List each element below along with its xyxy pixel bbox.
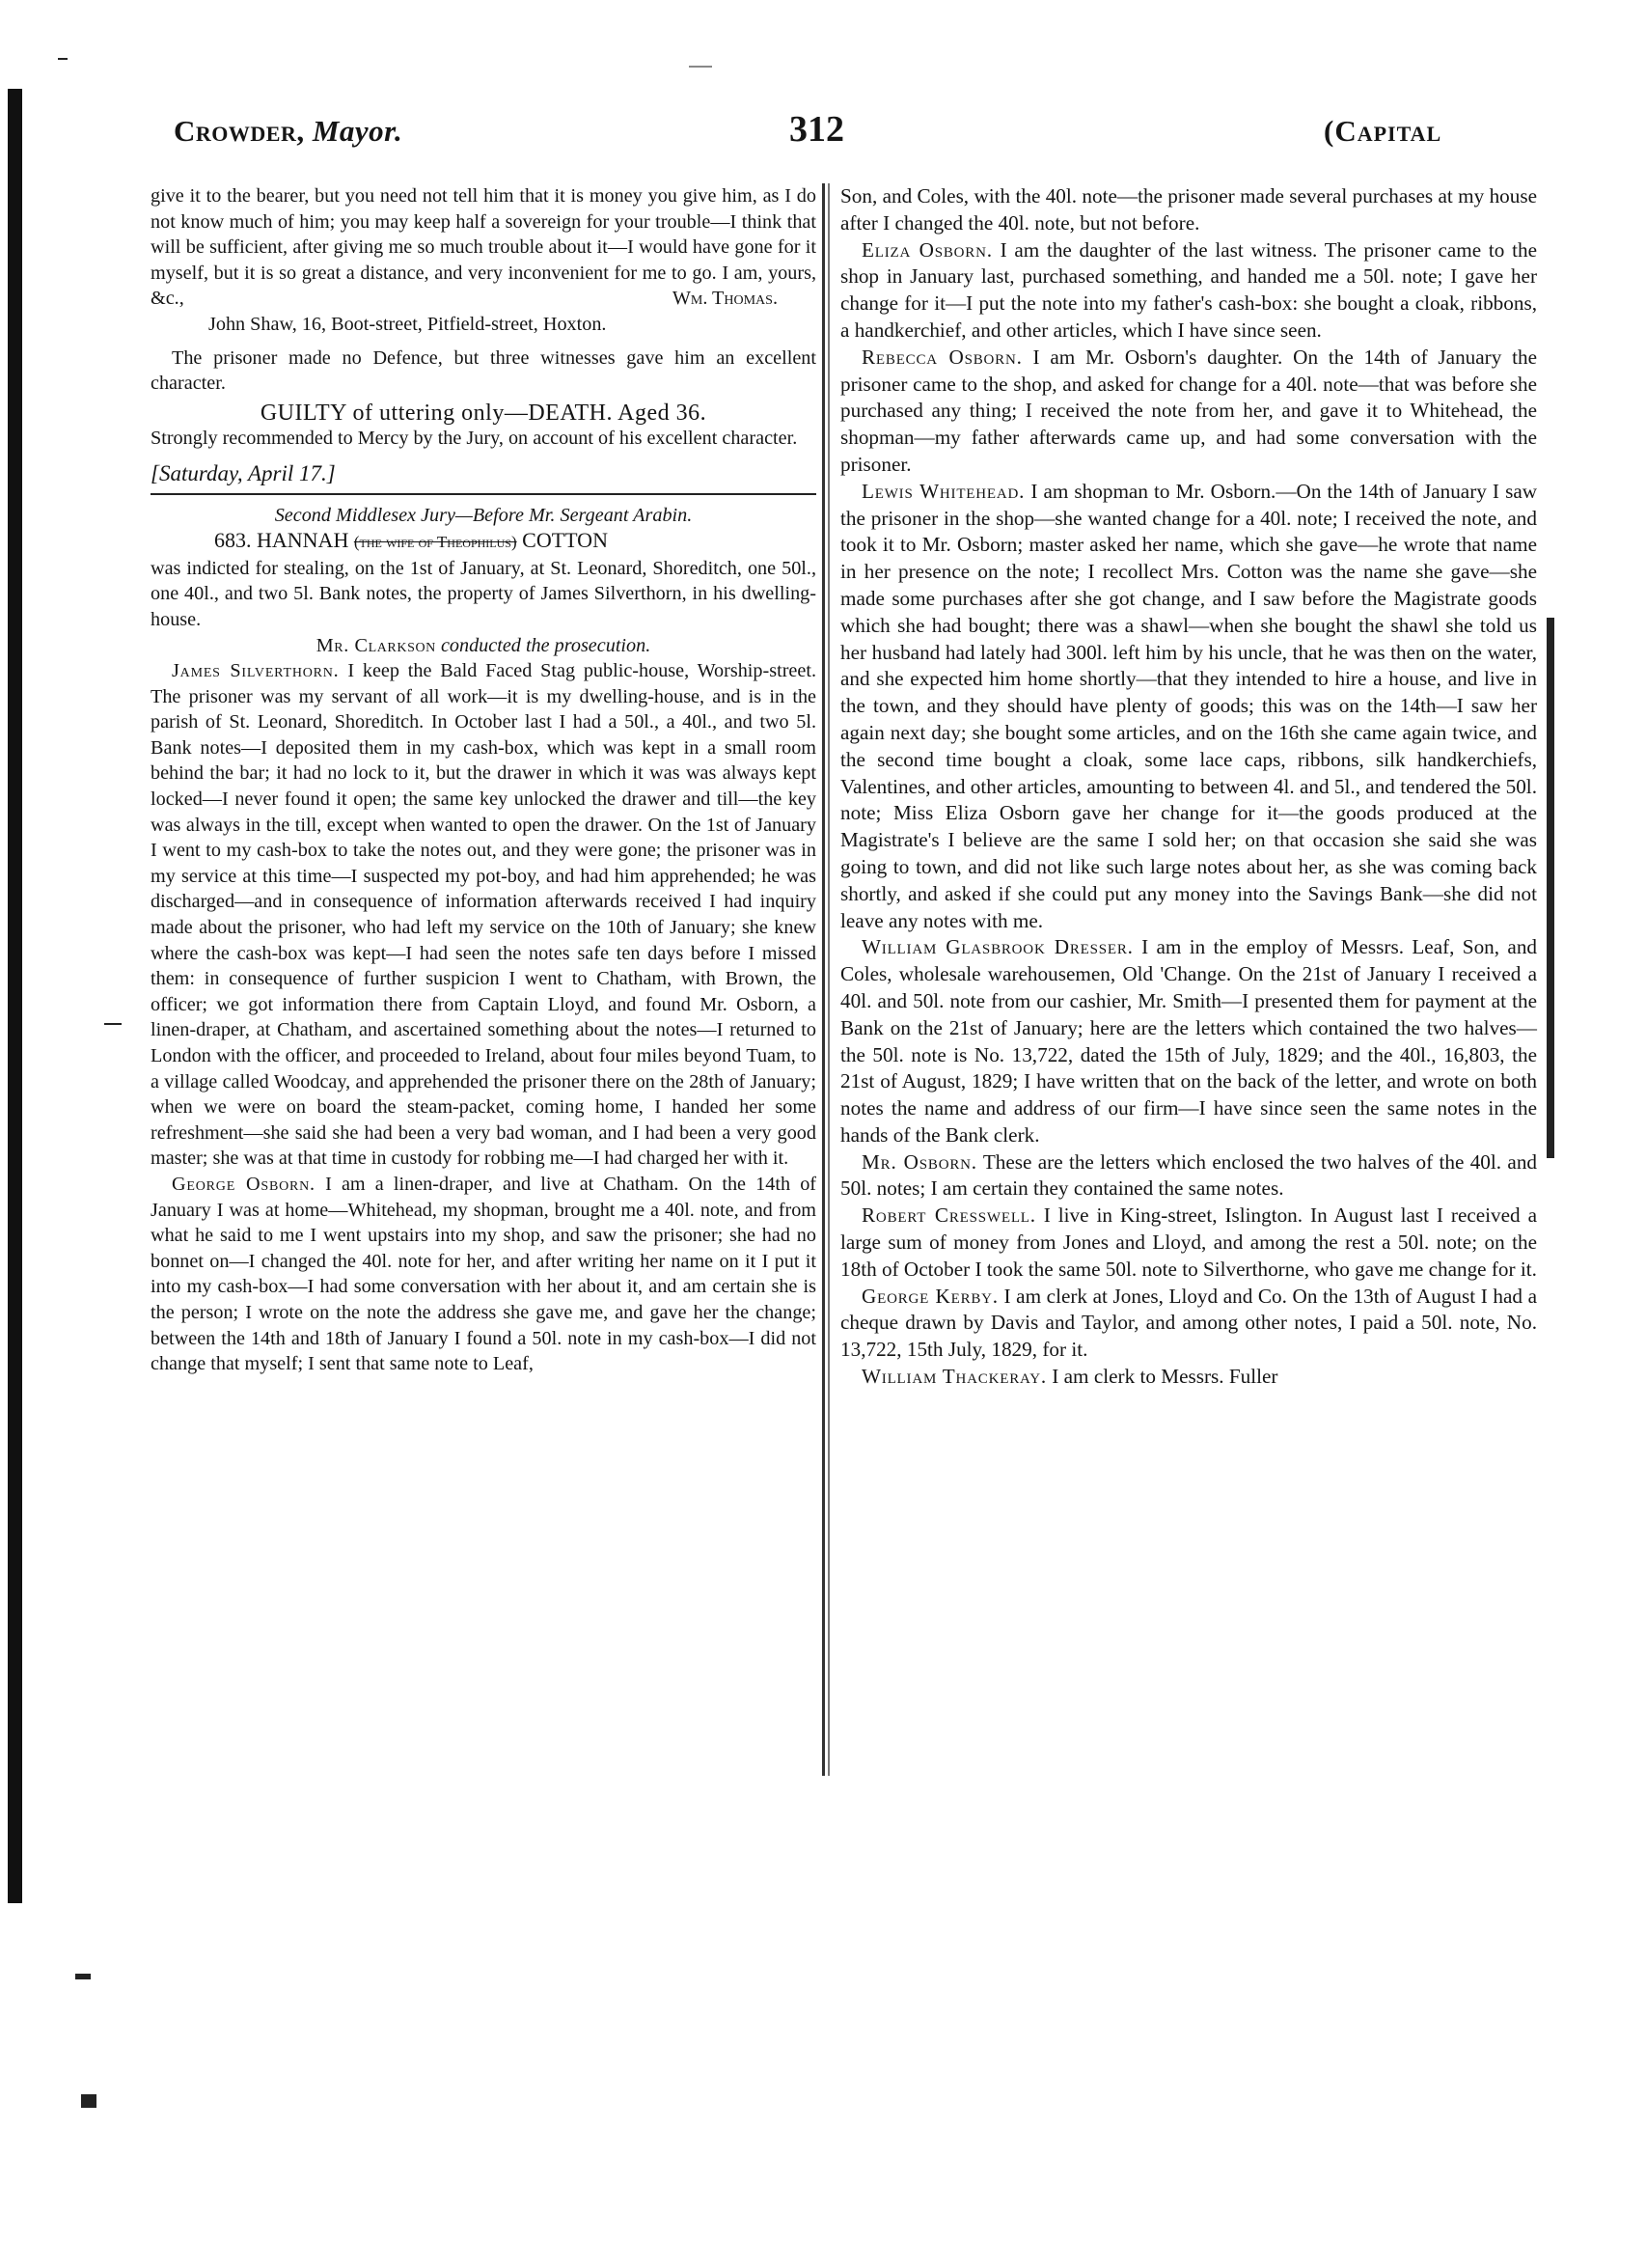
page-number: 312 (789, 109, 844, 150)
testimony-silverthorn: James Silverthorn. I keep the Bald Faced Stag public-house, Worship-street. The prisoner was my servant of all work—it is my dwelling-house, and is in the parish of St. Leonard, Shoreditch. In October last I had a 50l., a 40l., and two 5l. Bank notes—I deposited them in my cash-box, which was kept in a small room behind the bar; it had no lock to it, but the drawer in which it was was always kept locked—I never found it open; the same key unlocked the drawer and till—the key was always in the till, except when wanted to open the drawer. On the 1st of January I went to my cash-box to take the notes out, and they were gone; the prisoner was in my service at this time—I suspected my pot-boy, and had him apprehended; he was discharged—and in consequence of information afterwards received I had inquiry made about the prisoner, who had left my service on the 10th of January; she knew where the cash-box was kept—I had seen the notes safe ten days before I missed them: in consequence of further suspicion I went to Chatham, with Brown, the officer; we got information there from Captain Lloyd, and found Mr. Osborn, a linen-draper, at Chatham, and ascertained something about the notes—I returned to London with the officer, and proceeded to Ireland, about four miles beyond Tuam, to a village called Woodcay, and apprehended the prisoner there on the 28th of January; when we were on board the steam-packet, coming home, I handed her some refreshment—she said she had been a very bad woman, and I had been a very good master; she was at that time in custody for robbing me—I had charged her with it. (151, 660, 816, 1170)
counsel-line: Mr. Clarkson conducted the prosecution. (315, 634, 651, 656)
testimony-william-dresser: William Glasbrook Dresser. I am in the employ of Messrs. Leaf, Son, and Coles, wholesale warehousemen, Old 'Change. On the 21st of January I received a 40l. and 50l. note from our cashier, Mr. Smith—I presented them for payment at the Bank on the 21st of January; here are the letters which contained the two halves—the 50l. note is No. 13,722, dated the 15th of July, 1829; and the 40l., 16,803, the 21st of August, 1829; I have written that on the back of the letter, and wrote on both notes the name and address of our firm—I have since seen the same notes in the hands of the Bank clerk. (840, 935, 1538, 1147)
jury-heading: Second Middlesex Jury—Before Mr. Sergeant Arabin. (274, 504, 693, 526)
running-head-left: Crowder, Mayor. (174, 114, 403, 148)
defence-text: The prisoner made no Defence, but three witnesses gave him an excellent character. (151, 346, 816, 395)
struck-text: (the wife of Theophilus) (353, 533, 517, 552)
running-head-right: (Capital (1324, 114, 1442, 148)
letter-signature: Wm. Thomas. (672, 288, 778, 310)
witness-name: William Thackeray. (862, 1365, 1047, 1389)
testimony-william-thackeray: William Thackeray. I am clerk to Messrs. Fuller (862, 1365, 1278, 1389)
indictment-text: was indicted for stealing, on the 1st of January, at St. Leonard, Shoreditch, one 50l., one 40l., and two 5l. Bank notes, the property of James Silverthorn, in his dwelling-house. (151, 557, 816, 630)
session-date: [Saturday, April 17.] (151, 460, 336, 485)
testimony-eliza-osborn: Eliza Osborn. I am the daughter of the last witness. The prisoner came to the shop in January last, purchased something, and handed me a 50l. note; I gave her change for it—I put the note into my father's cash-box: she bought a cloak, ribbons, a handkerchief, and other articles, which I have since seen. (840, 237, 1537, 342)
testimony-lewis-whitehead: Lewis Whitehead. I am shopman to Mr. Osborn.—On the 14th of January I saw the prisoner in the shop—she wanted change for a 40l. note; I received the note, and took it to Mr. Osborn; master asked her name, which she gave—he wrote that name in her presence on the note; I recollect Mrs. Cotton was the name she gave—she made some purchases after she got change, and I saw before the Magistrate goods which she had bought; there was a shawl—when she bought the shawl she told us her husband had lately had 300l. left him by his uncle, that he was then on the water, and she expected him home shortly—that they intended to hire a house, and live in the town, and they should have plenty of goods; this was on the 14th—I saw her again next day; she bought some articles, and on the 16th she came again twice, and the second time bought a cloak, some lace caps, ribbons, silk handkerchiefs, Valentines, and other articles, amounting to between 4l. and 5l., and tendered the 50l. note; Miss Eliza Osborn gave her change for it—the goods produced at the Magistrate's I believe are the same I sold her; on that occasion she said she was going to town, and did not like such large notes about her, as she was coming back shortly, and asked if she could put any money into the Savings Bank—she did not leave any notes with me. (840, 479, 1538, 932)
witness-name: William Glasbrook Dresser. (862, 935, 1134, 959)
scan-mark (689, 66, 712, 68)
scan-mark (81, 2094, 96, 2108)
witness-name: Rebecca Osborn. (862, 345, 1023, 369)
scan-edge-shadow (8, 89, 22, 1903)
witness-name: Eliza Osborn. (862, 237, 993, 262)
running-head-title: Mayor. (312, 114, 403, 148)
column-divider (822, 183, 825, 1776)
witness-name: Lewis Whitehead. (862, 479, 1026, 503)
column-divider-shadow (828, 183, 830, 1776)
right-column (840, 183, 1537, 1391)
jury-recommendation: Strongly recommended to Mercy by the Jury, on account of his excellent character. (151, 428, 798, 450)
witness-name: George Kerby. (862, 1284, 999, 1308)
witness-name: Mr. Osborn. (862, 1149, 977, 1174)
witness-name: George Osborn. (172, 1173, 315, 1195)
case-heading: 683. HANNAH (the wife of Theophilus) COTTON (214, 528, 608, 553)
left-column (151, 183, 816, 1377)
scan-right-shadow (1547, 618, 1554, 1158)
testimony-george-osborn: George Osborn. I am a linen-draper, and live at Chatham. On the 14th of January I was at home—Whitehead, my shopman, brought me a 40l. note, and from what he said to me I went upstairs into my shop, and saw the prisoner; she had no bonnet on—I changed the 40l. note for her, and after writing her name on it I put it into my cash-box—I had some conversation with her about it, and am certain she is the person; I wrote on the note the address she gave me, and gave her the change; between the 14th and 18th of January I found a 50l. note in my cash-box—I did not change that myself; I sent that same note to Leaf, (151, 1173, 817, 1375)
witness-name: Robert Cresswell. (862, 1203, 1036, 1228)
letter-address: John Shaw, 16, Boot-street, Pitfield-street, Hoxton. (208, 313, 607, 335)
letter-text: give it to the bearer, but you need not tell him that it is money you give him, as I do not know much of him; you may keep half a sovereign for your trouble—I think that will be sufficient, after giving me so much trouble about it—I would have gone for it myself, but it is so great a distance, and very inconvenient for me to go. I am, yours, &c., Wm. Thomas. (151, 183, 816, 312)
testimony-rebecca-osborn: Rebecca Osborn. I am Mr. Osborn's daughter. On the 14th of January the prisoner came to the shop, and asked for change for a 40l. note—that was before she purchased any thing; I received the note from her, and gave it to Whitehead, the shopman—my father afterwards came up, and had some conversation with the prisoner. (840, 345, 1538, 476)
testimony-mr-osborn: Mr. Osborn. These are the letters which enclosed the two halves of the 40l. and 50l. notes; I am certain they contained the same notes. (840, 1149, 1538, 1201)
scan-mark (58, 58, 68, 60)
witness-name: James Silverthorn. (172, 660, 340, 682)
verdict: GUILTY of uttering only—DEATH. Aged 36. (260, 400, 707, 426)
section-rule (151, 493, 816, 495)
testimony-robert-cresswell: Robert Cresswell. I live in King-street, Islington. In August last I received a large sum of money from Jones and Lloyd, and among the rest a 50l. note; on the 18th of October I took the same 50l. note to Silverthorne, who gave me change for it. (840, 1203, 1537, 1281)
testimony-george-kerby: George Kerby. I am clerk at Jones, Lloyd and Co. On the 13th of August I had a cheque drawn by Davis and Taylor, and among other notes, I paid a 50l. note, No. 13,722, 15th July, 1829, for it. (840, 1284, 1537, 1362)
scan-mark (104, 1023, 122, 1025)
testimony-continuation: Son, and Coles, with the 40l. note—the prisoner made several purchases at my house after I changed the 40l. note, but not before. (840, 184, 1537, 235)
scan-mark (75, 1974, 91, 1979)
